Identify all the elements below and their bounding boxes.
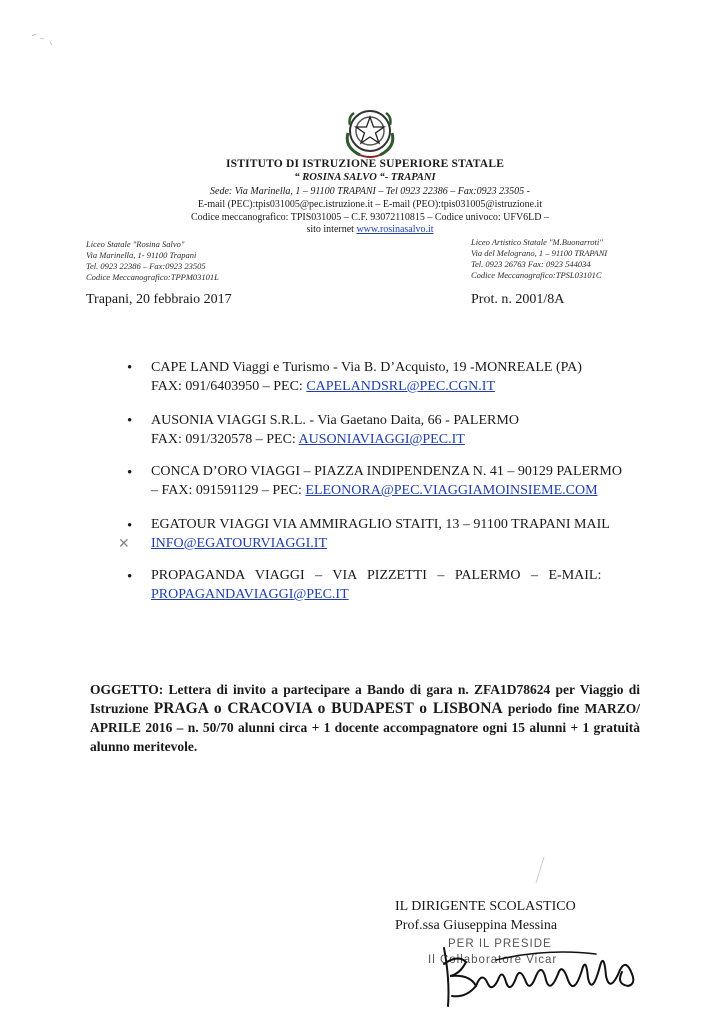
stamp-line-1: PER IL PRESIDE	[448, 938, 552, 950]
institute-name: “ ROSINA SALVO “- TRAPANI	[294, 172, 436, 183]
subject-paragraph	[90, 680, 640, 756]
institute-codes: Codice meccanografico: TPIS031005 – C.F. 93072110815 – Codice univoco: UFV6LD –	[190, 212, 550, 223]
document-date: Trapani, 20 febbraio 2017	[86, 292, 232, 307]
recipient-address: CAPE LAND Viaggi e Turismo - Via B. D’Acquisto, 19 -MONREALE (PA)	[151, 360, 582, 375]
recipient-address: PROPAGANDA VIAGGI – VIA PIZZETTI – PALERMO – E-MAIL:	[151, 568, 602, 583]
recipient-pec-link[interactable]: AUSONIAVIAGGI@PEC.IT	[298, 432, 465, 447]
institute-address: Sede: Via Marinella, 1 – 91100 TRAPANI – Tel 0923 22386 – Fax:0923 23505 -	[210, 186, 530, 197]
subject-destinations: PRAGA o CRACOVIA o BUDAPEST o LISBONA	[153, 700, 503, 717]
scan-mark	[30, 30, 60, 50]
recipient-item	[151, 358, 582, 396]
recipient-mail-link[interactable]: INFO@EGATOURVIAGGI.IT	[151, 536, 327, 551]
left-school-line: Codice Meccanografico:TPPM03101L	[86, 272, 219, 282]
recipient-mail-link[interactable]: PROPAGANDAVIAGGI@PEC.IT	[151, 587, 349, 602]
recipient-address: EGATOUR VIAGGI VIA AMMIRAGLIO STAITI, 13 – 91100 TRAPANI MAIL	[151, 517, 610, 532]
bullet-dot: •	[127, 360, 133, 376]
right-school-line: Codice Meccanografico:TPSL03101C	[471, 270, 602, 280]
handwritten-signature	[436, 940, 646, 1012]
italian-republic-emblem-icon	[338, 103, 402, 163]
institute-website	[90, 224, 650, 235]
recipient-address: CONCA D’ORO VIAGGI – PIAZZA INDIPENDENZA N. 41 – 90129 PALERMO	[151, 464, 622, 479]
recipient-item	[151, 566, 659, 604]
bullet-dot: •	[127, 569, 133, 585]
subject-intro: OGGETTO: Lettera di invito a partecipare a Bando di gara n. ZFA1D78624 per Viaggio di Istruzione	[90, 682, 640, 716]
pencil-mark	[530, 855, 550, 885]
left-school-info	[86, 239, 219, 283]
recipient-fax: FAX: 091/6403950 – PEC:	[151, 379, 307, 394]
right-school-line: Tel. 0923 26763 Fax: 0923 544034	[471, 259, 591, 269]
scribble-mark: ✕	[118, 537, 130, 552]
left-school-line: Liceo Statale "Rosina Salvo"	[86, 239, 185, 249]
recipient-pec-link[interactable]: CAPELANDSRL@PEC.CGN.IT	[306, 379, 495, 394]
institute-title: ISTITUTO DI ISTRUZIONE SUPERIORE STATALE	[225, 158, 505, 170]
recipient-item	[151, 515, 610, 553]
recipient-fax: – FAX: 091591129 – PEC:	[151, 483, 306, 498]
protocol-number: Prot. n. 2001/8A	[471, 292, 565, 307]
right-school-info	[471, 237, 607, 281]
left-school-line: Tel. 0923 22386 – Fax:0923 23505	[86, 261, 206, 271]
recipient-fax: FAX: 091/320578 – PEC:	[151, 432, 299, 447]
right-school-line: Via del Melograno, 1 – 91100 TRAPANI	[471, 248, 608, 258]
website-link[interactable]: www.rosinasalvo.it	[356, 224, 434, 235]
stamp-line-2: Il Collaboratore Vicar	[428, 954, 558, 966]
signatory-name: Prof.ssa Giuseppina Messina	[395, 918, 558, 933]
recipient-item	[151, 411, 519, 449]
website-prefix: sito internet	[306, 224, 357, 235]
bullet-dot: •	[127, 465, 133, 481]
subject-details: periodo fine MARZO/ APRILE 2016 – n. 50/70 alunni circa + 1 docente accompagnatore ogni 15 alunni + 1 gratuità alunno meritevole.	[90, 701, 640, 754]
left-school-line: Via Marinella, 1- 91100 Trapani	[86, 250, 197, 260]
recipient-pec-link[interactable]: ELEONORA@PEC.VIAGGIAMOINSIEME.COM	[305, 483, 598, 498]
recipient-item	[151, 462, 622, 500]
recipient-address: AUSONIA VIAGGI S.R.L. - Via Gaetano Daita, 66 - PALERMO	[151, 413, 519, 428]
bullet-dot: •	[127, 518, 133, 534]
institute-email: E-mail (PEC):tpis031005@pec.istruzione.it – E-mail (PEO):tpis031005@istruzione.it	[197, 199, 543, 210]
signatory-role: IL DIRIGENTE SCOLASTICO	[395, 899, 576, 914]
bullet-dot: •	[127, 413, 133, 429]
right-school-line: Liceo Artistico Statale "M.Buonarroti"	[471, 237, 603, 247]
